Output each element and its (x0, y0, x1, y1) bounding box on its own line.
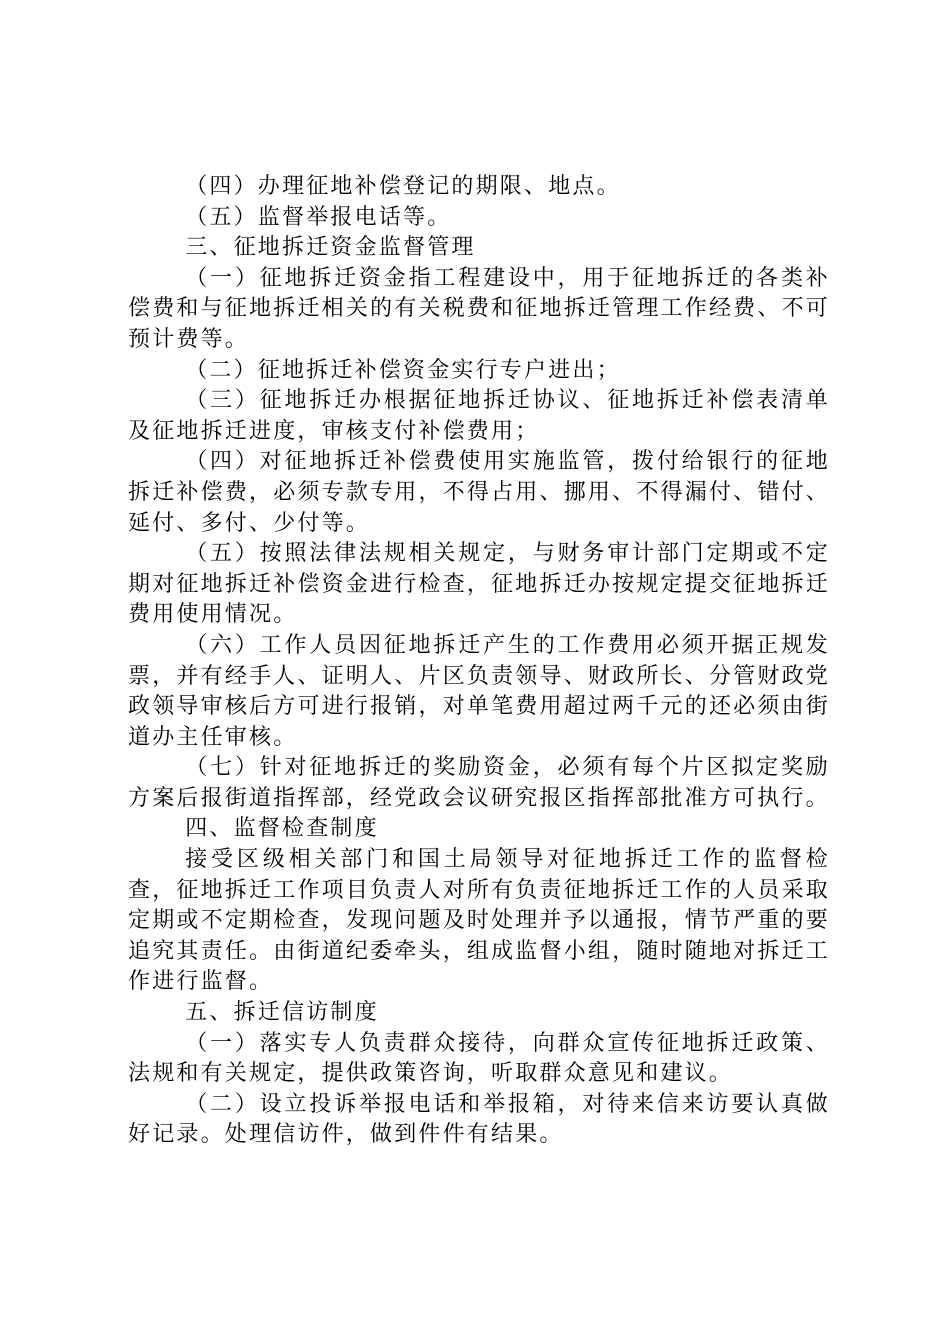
section-heading-funds: 三、征地拆迁资金监督管理 (185, 235, 476, 261)
paragraph-hotline: （五）监督举报电话等。 (185, 204, 452, 230)
paragraph-reward-funds: （七）针对征地拆迁的奖励资金，必须有每个片区拟定奖励方案后报街道指挥部，经党政会议研究报区指挥部批准方可执行。 (128, 755, 830, 811)
paragraph-dedicated-account: （二）征地拆迁补偿资金实行专户进出； (185, 357, 621, 383)
paragraph-reception: （一）落实专人负责群众接待，向群众宣传征地拆迁政策、法规和有关规定，提供政策咨询，听取群众意见和建议。 (128, 1030, 830, 1087)
paragraph-registration-period: （四）办理征地补偿登记的期限、地点。 (185, 174, 621, 199)
section-heading-petition: 五、拆迁信访制度 (185, 1000, 379, 1026)
paragraph-complaint-box: （二）设立投诉举报电话和举报箱，对待来信来访要认真做好记录。处理信访件，做到件件有结果。 (128, 1091, 830, 1148)
section-heading-inspection: 四、监督检查制度 (185, 816, 379, 842)
paragraph-funds-definition: （一）征地拆迁资金指工程建设中，用于征地拆迁的各类补偿费和与征地拆迁相关的有关税费和征地拆迁管理工作经费、不可预计费等。 (128, 265, 830, 352)
paragraph-expense-reimbursement: （六）工作人员因征地拆迁产生的工作费用必须开据正规发票，并有经手人、证明人、片区负责领导、财政所长、分管财政党政领导审核后方可进行报销，对单笔费用超过两千元的还必须由街道办主任审核。 (128, 632, 830, 750)
paragraph-supervision-use: （四）对征地拆迁补偿费使用实施监管，拨付给银行的征地拆迁补偿费，必须专款专用，不得占用、挪用、不得漏付、错付、延付、多付、少付等。 (128, 449, 830, 536)
paragraph-payment-review: （三）征地拆迁办根据征地拆迁协议、征地拆迁补偿表清单及征地拆迁进度，审核支付补偿费用； (128, 388, 830, 444)
paragraph-audit-check: （五）按照法律法规相关规定，与财务审计部门定期或不定期对征地拆迁补偿资金进行检查，征地拆迁办按规定提交征地拆迁费用使用情况。 (128, 541, 830, 628)
document-body (128, 172, 830, 1151)
paragraph-inspection-body: 接受区级相关部门和国土局领导对征地拆迁工作的监督检查，征地拆迁工作项目负责人对所有负责征地拆迁工作的人员采取定期或不定期检查，发现问题及时处理并予以通报，情节严重的要追究其责任。由街道纪委牵头，组成监督小组，随时随地对拆迁工作进行监督。 (128, 847, 830, 995)
